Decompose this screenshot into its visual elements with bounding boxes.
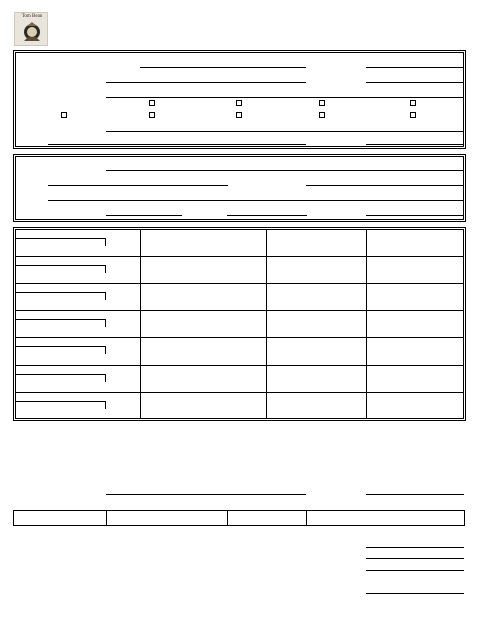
field-line[interactable]: [366, 570, 464, 571]
checkbox[interactable]: [236, 100, 242, 106]
row-label-field[interactable]: [15, 374, 106, 375]
row-divider: [140, 365, 464, 366]
section-2-box: [13, 154, 466, 222]
field-line[interactable]: [366, 144, 464, 145]
checkbox[interactable]: [61, 112, 67, 118]
row-divider: [15, 337, 140, 338]
row-label-field[interactable]: [15, 401, 106, 402]
field-line[interactable]: [48, 200, 464, 201]
row-label-field[interactable]: [15, 238, 106, 239]
field-line[interactable]: [48, 185, 228, 186]
column-divider: [227, 510, 228, 526]
column-divider: [266, 229, 267, 419]
field-line[interactable]: [106, 170, 464, 171]
column-divider: [306, 510, 307, 526]
field-line[interactable]: [366, 82, 464, 83]
row-label-field[interactable]: [15, 346, 106, 347]
row-divider: [15, 365, 140, 366]
row-divider: [140, 283, 464, 284]
field-line[interactable]: [106, 97, 464, 98]
field-line[interactable]: [140, 67, 306, 68]
field-line[interactable]: [48, 144, 306, 145]
field-line[interactable]: [306, 185, 464, 186]
field-line[interactable]: [106, 82, 306, 83]
field-line[interactable]: [366, 215, 464, 216]
seal-logo-icon: [15, 13, 48, 46]
row-divider: [140, 310, 464, 311]
checkbox[interactable]: [149, 100, 155, 106]
field-line[interactable]: [106, 131, 464, 132]
row-divider: [15, 310, 140, 311]
checkbox[interactable]: [236, 112, 242, 118]
row-label-field[interactable]: [15, 292, 106, 293]
logo-text: Tom Bean: [21, 14, 43, 19]
row-label-field[interactable]: [15, 265, 106, 266]
checkbox[interactable]: [410, 100, 416, 106]
row-divider: [140, 256, 464, 257]
column-divider: [106, 510, 107, 526]
bottom-row: [13, 510, 465, 526]
row-divider: [140, 337, 464, 338]
row-divider: [15, 392, 140, 393]
checkbox[interactable]: [149, 112, 155, 118]
date-line[interactable]: [366, 494, 464, 495]
column-divider: [140, 229, 141, 419]
row-divider: [15, 256, 140, 257]
row-label-field[interactable]: [15, 319, 106, 320]
field-line[interactable]: [106, 215, 182, 216]
checkbox[interactable]: [319, 100, 325, 106]
row-divider: [15, 283, 140, 284]
column-divider: [366, 229, 367, 419]
field-line[interactable]: [227, 215, 307, 216]
logo: [14, 12, 48, 46]
checkbox[interactable]: [319, 112, 325, 118]
signature-line[interactable]: [106, 494, 306, 495]
field-line[interactable]: [366, 547, 464, 548]
field-line[interactable]: [366, 593, 464, 594]
field-line[interactable]: [366, 67, 464, 68]
row-divider: [140, 392, 464, 393]
checkbox[interactable]: [410, 112, 416, 118]
field-line[interactable]: [366, 558, 464, 559]
